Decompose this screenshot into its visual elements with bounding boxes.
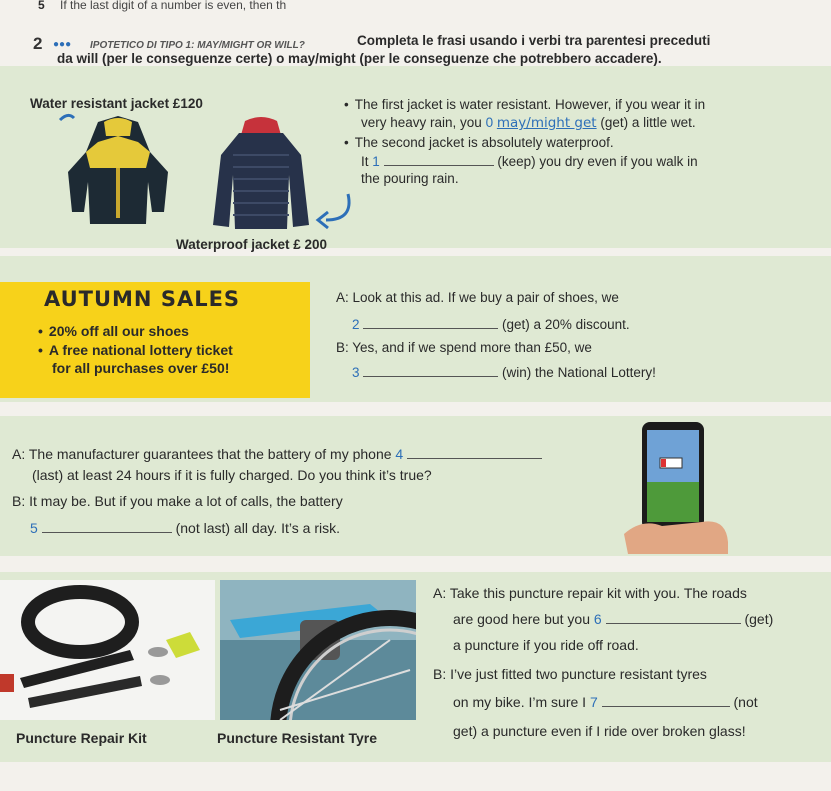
answer-blank-5[interactable] bbox=[42, 518, 172, 533]
sentence-text: on my bike. I’m sure I bbox=[453, 694, 587, 710]
bullet-1-line-1: • The first jacket is water resistant. However, if you wear it in bbox=[344, 96, 705, 114]
instruction-line-2: da will (per le conseguenze certe) o may/might (per le conseguenze che potrebbero accadere). bbox=[57, 51, 662, 66]
battery-a-line-1 bbox=[12, 444, 542, 463]
bullet-1-line-2 bbox=[361, 114, 696, 132]
item-number-6: 6 bbox=[593, 611, 602, 627]
repair-kit-caption: Puncture Repair Kit bbox=[16, 730, 147, 746]
item-number-3: 3 bbox=[352, 365, 360, 380]
dialogue-b-line-1: B: Yes, and if we spend more than £50, we bbox=[336, 340, 592, 355]
tyre-caption: Puncture Resistant Tyre bbox=[217, 730, 378, 746]
sentence-text: are good here but you bbox=[453, 611, 590, 627]
ad-item-2-cont: for all purchases over £50! bbox=[52, 360, 230, 376]
answer-blank-2[interactable] bbox=[363, 314, 498, 329]
answer-blank-4[interactable] bbox=[407, 444, 542, 459]
sentence-text: It bbox=[361, 154, 369, 169]
verb-hint: (keep) you dry even if you walk in bbox=[497, 154, 698, 169]
answer-blank-3[interactable] bbox=[363, 362, 498, 377]
bullet-2-line-3: the pouring rain. bbox=[361, 171, 459, 186]
bullet-2-line-1: • The second jacket is absolutely waterproof. bbox=[344, 134, 614, 152]
puncture-repair-kit-image bbox=[0, 580, 215, 720]
answer-blank-7[interactable] bbox=[602, 692, 730, 707]
battery-b-line-1: B: It may be. But if you make a lot of calls, the battery bbox=[12, 493, 343, 509]
ad-item-2: • A free national lottery ticket bbox=[38, 341, 233, 359]
water-resistant-jacket-label: Water resistant jacket £120 bbox=[30, 96, 203, 111]
verb-hint: (not last) all day. It’s a risk. bbox=[175, 520, 341, 536]
exercise-number: 2 bbox=[33, 34, 43, 53]
item-number-5: 5 bbox=[30, 520, 38, 536]
verb-hint: (get) bbox=[744, 611, 774, 627]
puncture-line-5 bbox=[453, 692, 758, 711]
verb-hint: (get) a little wet. bbox=[600, 115, 696, 130]
puncture-line-2 bbox=[453, 609, 773, 628]
battery-b-line-2 bbox=[30, 518, 340, 537]
item-number-1: 1 bbox=[372, 154, 380, 169]
water-resistant-jacket-image bbox=[38, 112, 178, 230]
difficulty-dots: ●●● bbox=[53, 39, 72, 50]
answer-blank-6[interactable] bbox=[606, 609, 741, 624]
verb-hint: (get) a 20% discount. bbox=[502, 317, 630, 332]
phone-in-hand-image bbox=[622, 422, 732, 554]
puncture-line-4: B: I’ve just fitted two puncture resistant tyres bbox=[433, 666, 707, 682]
item-number-2: 2 bbox=[352, 317, 360, 332]
verb-hint: (not bbox=[733, 694, 758, 710]
item-number-0: 0 bbox=[485, 115, 494, 130]
item-number-7: 7 bbox=[589, 694, 598, 710]
dialogue-a-line-1: A: Look at this ad. If we buy a pair of shoes, we bbox=[336, 290, 619, 305]
puncture-line-3: a puncture if you ride off road. bbox=[453, 637, 639, 653]
puncture-line-1: A: Take this puncture repair kit with you. The roads bbox=[433, 585, 747, 601]
instruction-line-1: Completa le frasi usando i verbi tra parentesi preceduti bbox=[357, 33, 711, 48]
answer-blank-1[interactable] bbox=[384, 151, 494, 166]
item-number-4: 4 bbox=[395, 446, 404, 462]
exercise-tag: IPOTETICO DI TIPO 1: MAY/MIGHT OR WILL? bbox=[90, 40, 305, 51]
prev-exercise-text: If the last digit of a number is even, then th bbox=[60, 0, 287, 12]
waterproof-jacket-label: Waterproof jacket £ 200 bbox=[176, 237, 328, 252]
dialogue-b-line-2 bbox=[352, 362, 656, 382]
battery-a-line-2: (last) at least 24 hours if it is fully charged. Do you think it’s true? bbox=[32, 467, 432, 483]
sentence-text: very heavy rain, you bbox=[361, 115, 482, 130]
bullet-2-line-2 bbox=[361, 151, 698, 171]
example-answer: may/might get bbox=[496, 115, 597, 131]
ad-item-1: • 20% off all our shoes bbox=[38, 322, 189, 340]
arrow-icon bbox=[310, 190, 360, 230]
verb-hint: (win) the National Lottery! bbox=[502, 365, 656, 380]
prev-exercise-number: 5 bbox=[38, 0, 45, 12]
puncture-line-6: get) a puncture even if I ride over broken glass! bbox=[453, 723, 746, 739]
waterproof-jacket-image bbox=[205, 115, 315, 233]
dialogue-a-line-2 bbox=[352, 314, 630, 334]
ad-title: AUTUMN SALES bbox=[44, 287, 241, 311]
puncture-resistant-tyre-image bbox=[220, 580, 416, 720]
sentence-text: A: The manufacturer guarantees that the battery of my phone bbox=[12, 446, 392, 462]
